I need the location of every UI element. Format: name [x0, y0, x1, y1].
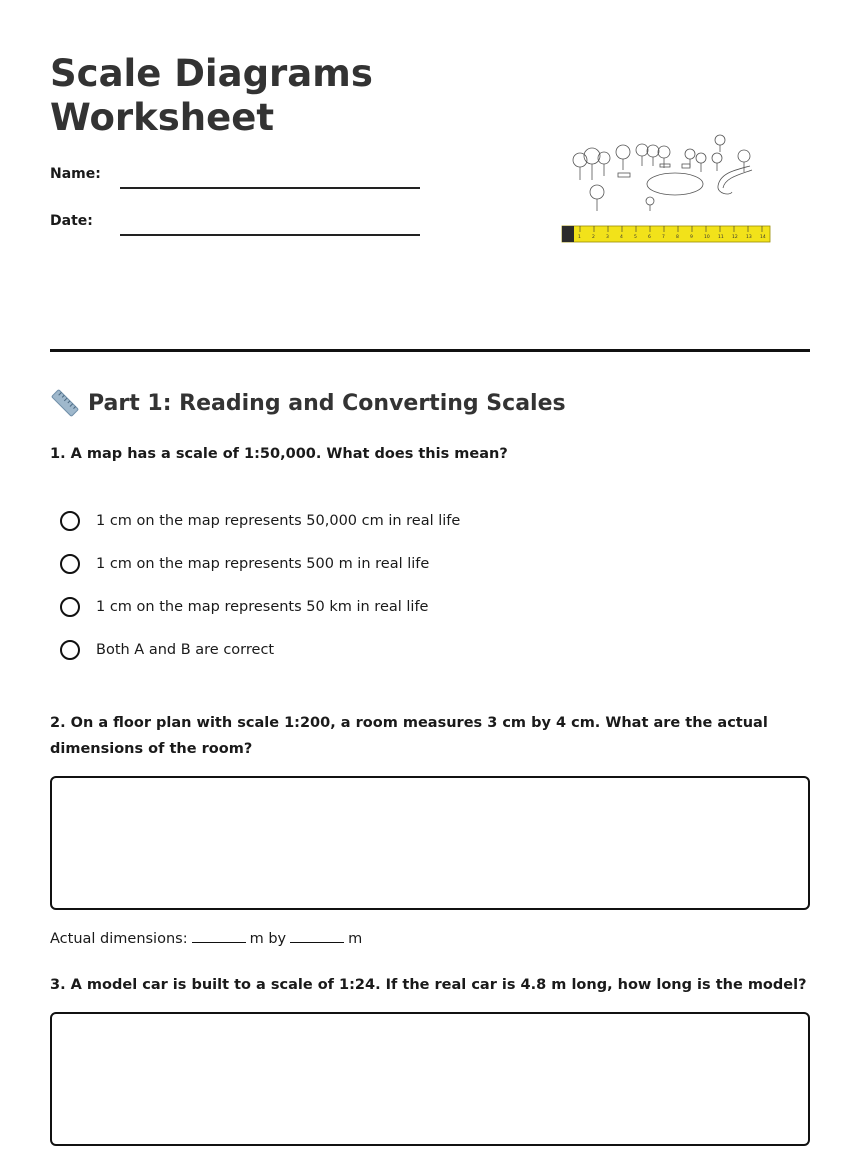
radio-button[interactable]	[60, 597, 80, 617]
part1-heading	[50, 388, 566, 418]
question-2: 2. On a floor plan with scale 1:200, a room measures 3 cm by 4 cm. What are the actual dimensions of the room?	[50, 715, 768, 757]
question-1: 1. A map has a scale of 1:50,000. What does this mean?	[50, 446, 508, 462]
tape-number: 12	[732, 235, 738, 240]
dimensions-prefix: Actual dimensions:	[50, 931, 188, 947]
tape-number: 13	[746, 235, 752, 240]
tape-number: 3	[606, 235, 609, 240]
option-label: 1 cm on the map represents 50,000 cm in real life	[96, 513, 461, 529]
tape-number: 10	[704, 235, 710, 240]
park-map-illustration	[560, 128, 775, 250]
tape-number: 2	[592, 235, 595, 240]
length-blank[interactable]	[192, 930, 246, 943]
width-blank[interactable]	[290, 930, 344, 943]
name-field[interactable]	[120, 187, 420, 189]
tape-number: 14	[760, 235, 766, 240]
tape-number: 9	[690, 235, 693, 240]
radio-button[interactable]	[60, 511, 80, 531]
ruler-icon	[50, 388, 80, 418]
option-label: 1 cm on the map represents 500 m in real life	[96, 556, 430, 572]
worksheet-title: Scale Diagrams Worksheet	[50, 52, 373, 139]
part1-title: Part 1: Reading and Converting Scales	[88, 390, 566, 416]
q2-dimensions-line	[50, 930, 362, 947]
radio-button[interactable]	[60, 554, 80, 574]
option-label: 1 cm on the map represents 50 km in real life	[96, 599, 429, 615]
date-field[interactable]	[120, 234, 420, 236]
question-3: 3. A model car is built to a scale of 1:24. If the real car is 4.8 m long, how long is the model?	[50, 977, 807, 993]
tape-number: 7	[662, 235, 665, 240]
tape-number: 8	[676, 235, 679, 240]
dimensions-mid: m by	[249, 931, 287, 947]
q1-option-a[interactable]	[60, 511, 460, 531]
tape-number: 11	[718, 235, 724, 240]
tape-number: 6	[648, 235, 651, 240]
date-label: Date:	[50, 213, 93, 229]
q1-option-b[interactable]	[60, 554, 429, 574]
q1-option-c[interactable]	[60, 597, 428, 617]
name-label: Name:	[50, 166, 101, 182]
option-label: Both A and B are correct	[96, 642, 275, 658]
q3-answer-box[interactable]	[50, 1012, 810, 1146]
tape-number: 1	[578, 235, 581, 240]
section-divider	[50, 349, 810, 352]
tape-number: 5	[634, 235, 637, 240]
q2-answer-box[interactable]	[50, 776, 810, 910]
dimensions-suffix: m	[348, 931, 363, 947]
q1-option-d[interactable]	[60, 640, 274, 660]
tape-number: 4	[620, 235, 623, 240]
radio-button[interactable]	[60, 640, 80, 660]
